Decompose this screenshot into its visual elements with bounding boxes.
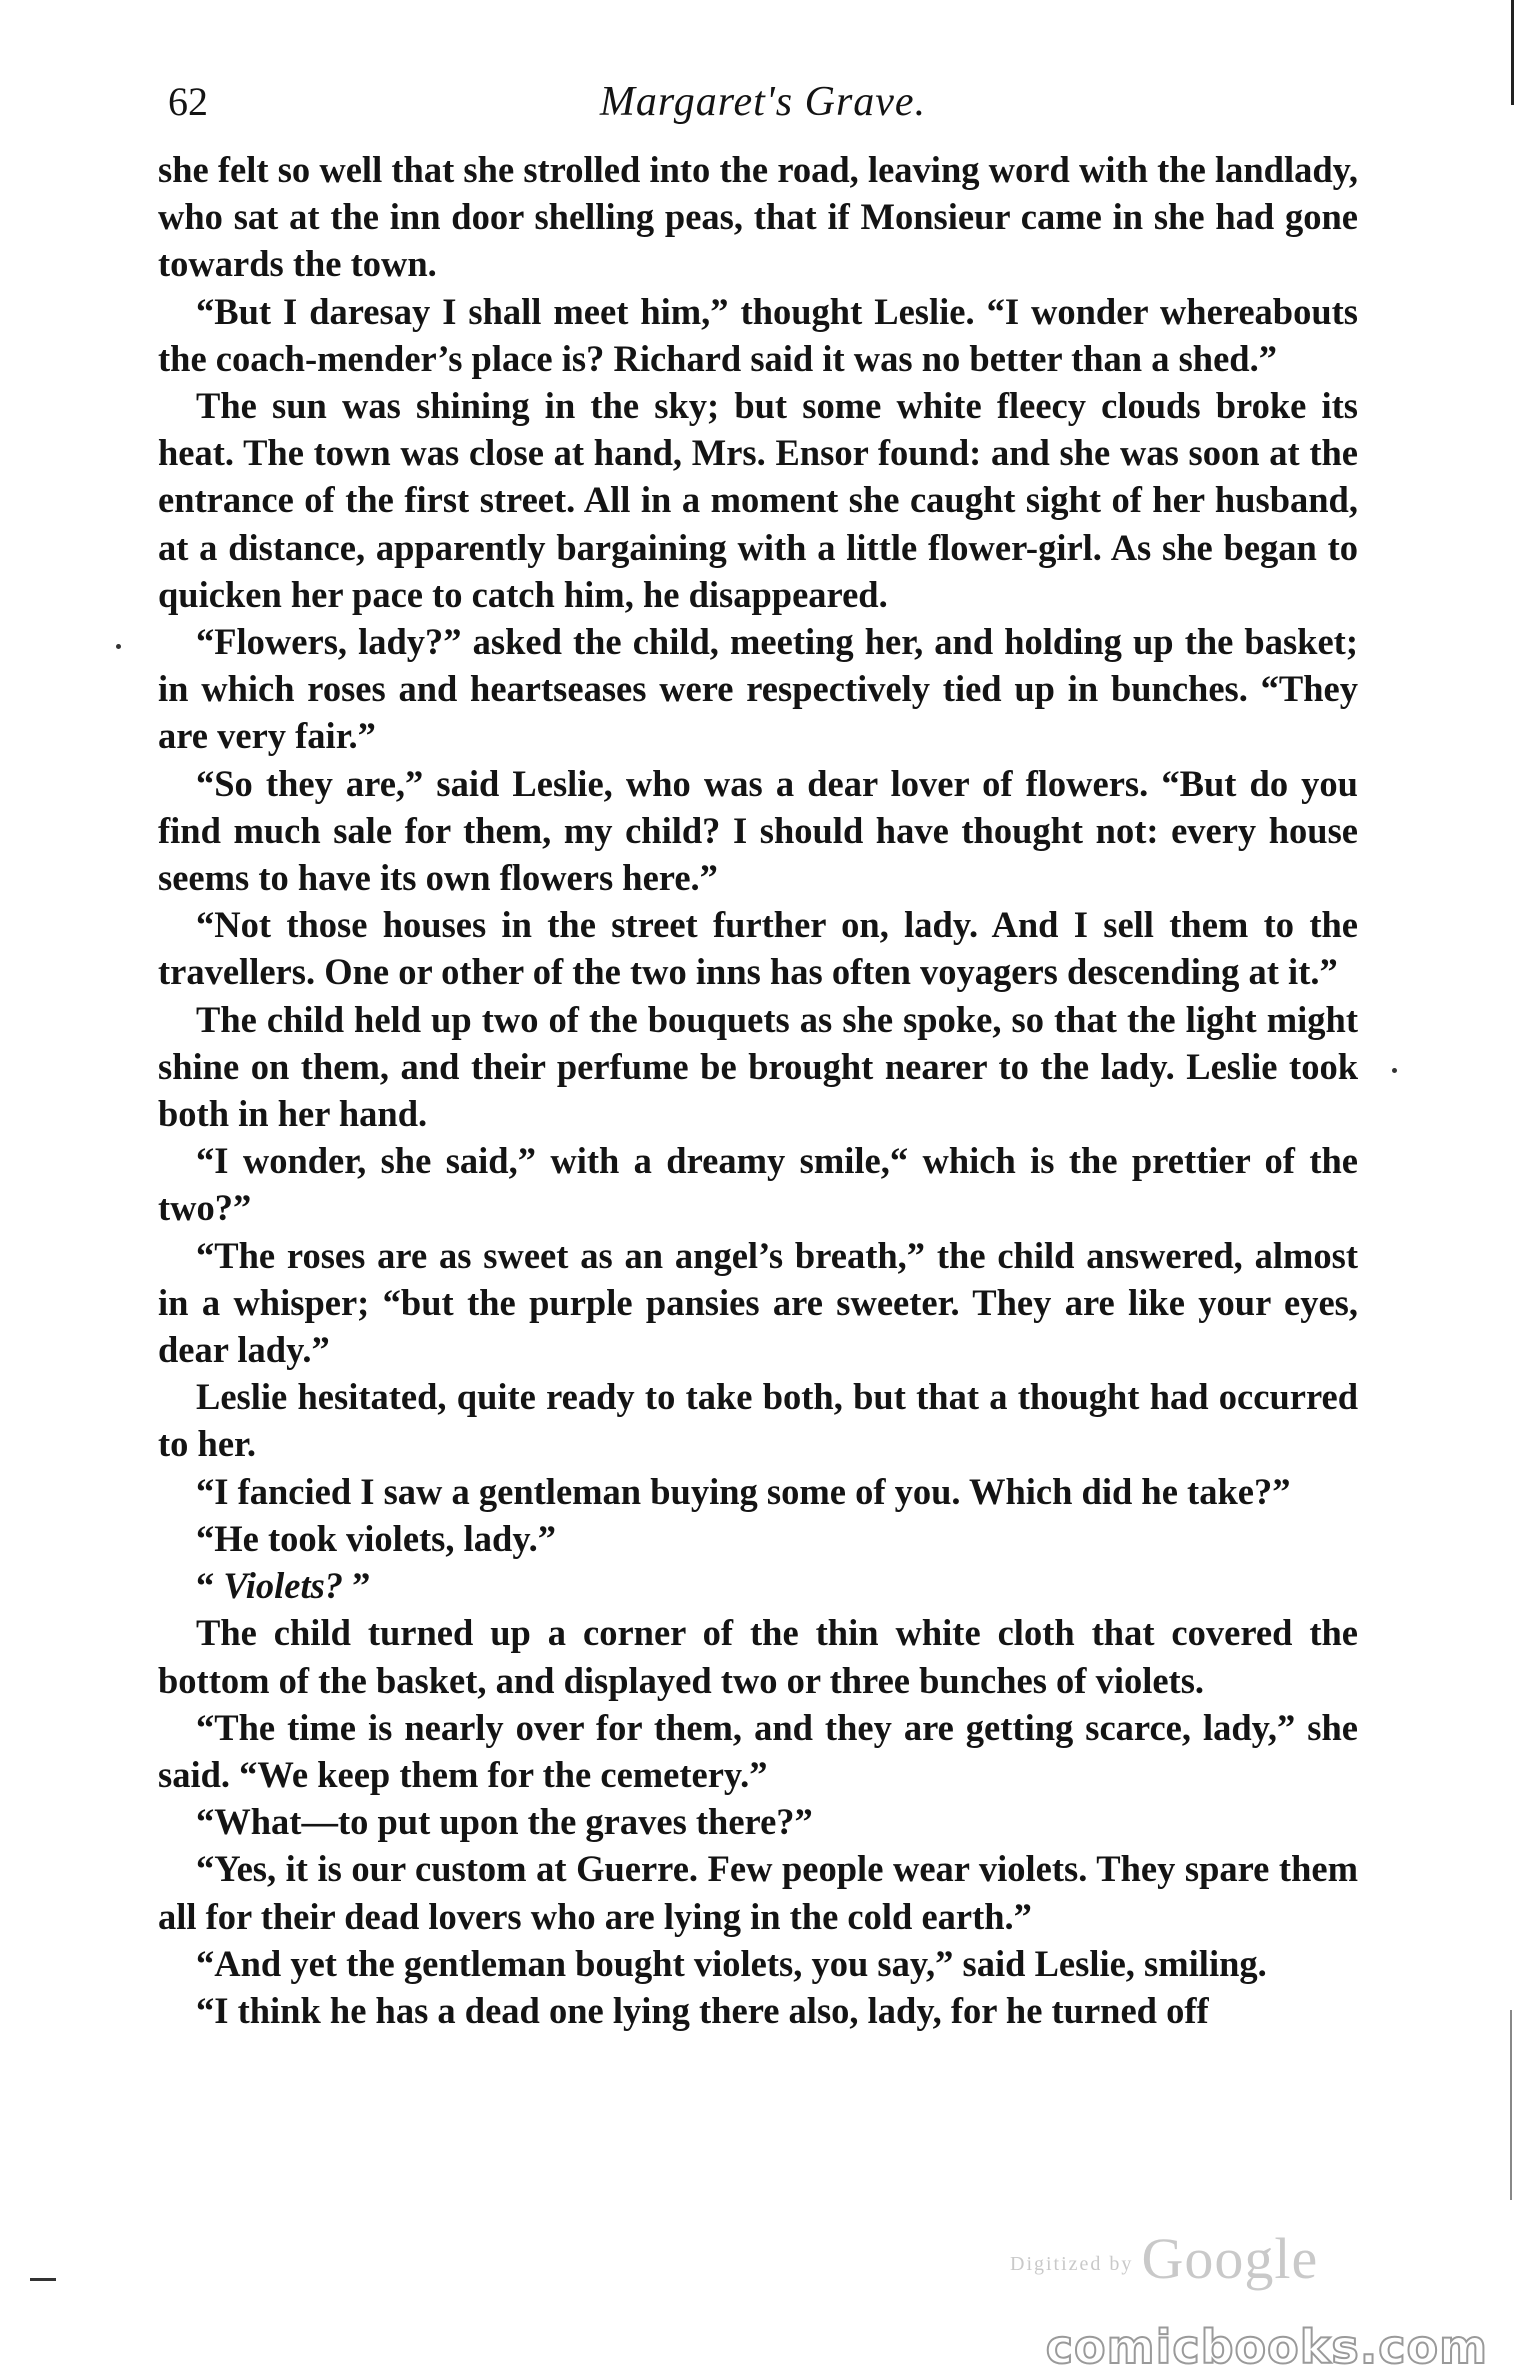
paragraph: “Flowers, lady?” asked the child, meeting her, and holding up the basket; in which roses and heartseases were respectively tied up in bunches. “They are very fair.” xyxy=(158,621,1358,757)
page-number: 62 xyxy=(168,79,208,124)
paragraph: The child turned up a corner of the thin white cloth that covered the bottom of the basket, and displayed two or three bunches of violets. xyxy=(158,1612,1358,1701)
google-logo: Google xyxy=(1141,2226,1319,2291)
paragraph: “And yet the gentleman bought violets, you say,” said Leslie, smiling. xyxy=(196,1942,1267,1984)
paragraph: “The time is nearly over for them, and they are getting scarce, lady,” she said. “We keep them for the cemetery.” xyxy=(158,1706,1358,1795)
paragraph: “What—to put upon the graves there?” xyxy=(196,1801,813,1843)
running-title: Margaret's Grave. xyxy=(599,79,927,125)
page-edge-line xyxy=(1511,0,1514,105)
paragraph: she felt so well that she strolled into the road, leaving word with the landlady, who sat at the inn door shelling peas, that if Monsieur came in she had gone towards the town. xyxy=(158,149,1358,285)
paragraph: “Yes, it is our custom at Guerre. Few people wear violets. They spare them all for their dead lovers who are lying in the cold earth.” xyxy=(158,1848,1358,1937)
paragraph: Leslie hesitated, quite ready to take both, but that a thought had occurred to her. xyxy=(158,1376,1358,1465)
paragraph: The sun was shining in the sky; but some white fleecy clouds broke its heat. The town was close at hand, Mrs. Ensor found: and she was soon at the entrance of the first street. All in a moment she caught sight of her husband, at a distance, apparently bargaining with a little flower-girl. As she began to quicken her pace to catch him, he disappeared. xyxy=(158,385,1358,615)
paragraph: “Not those houses in the street further on, lady. And I sell them to the travellers. One or other of the two inns has often voyagers descending at it.” xyxy=(158,904,1358,993)
page-header xyxy=(168,72,1358,132)
italic-word: Violets? xyxy=(223,1565,344,1607)
paragraph: “I wonder, she said,” with a dreamy smile,“ which is the prettier of the two?” xyxy=(158,1140,1358,1229)
page-edge-line xyxy=(1510,2010,1512,2200)
paragraph: “So they are,” said Leslie, who was a dear lover of flowers. “But do you find much sale for them, my child? I should have thought not: every house seems to have its own flowers here.” xyxy=(158,762,1358,899)
google-digitized-mark xyxy=(1010,2225,1318,2292)
paragraph: “But I daresay I shall meet him,” thought Leslie. “I wonder whereabouts the coach-mender’s place is? Richard said it was no better than a shed.” xyxy=(158,290,1358,379)
digitized-label: Digitized by xyxy=(1010,2253,1134,2276)
paragraph: “I think he has a dead one lying there also, lady, for he turned off xyxy=(196,1989,1209,2031)
margin-speck xyxy=(1392,1068,1397,1073)
margin-dash xyxy=(30,2278,56,2281)
paragraph: “I fancied I saw a gentleman buying some of you. Which did he take?” xyxy=(196,1470,1291,1512)
paragraph: “He took violets, lady.” xyxy=(196,1517,556,1559)
paragraph-italic: “ Violets? ” xyxy=(196,1565,371,1607)
paragraph: “The roses are as sweet as an angel’s breath,” the child answered, almost in a whisper; “but the purple pansies are sweeter. They are like your eyes, dear lady.” xyxy=(158,1234,1358,1371)
paragraph: The child held up two of the bouquets as she spoke, so that the light might shine on them, and their perfume be brought nearer to the lady. Leslie took both in her hand. xyxy=(158,998,1358,1135)
site-watermark: comicbooks.com xyxy=(1045,2320,1488,2374)
margin-speck xyxy=(116,644,121,649)
body-text xyxy=(158,146,1358,2034)
